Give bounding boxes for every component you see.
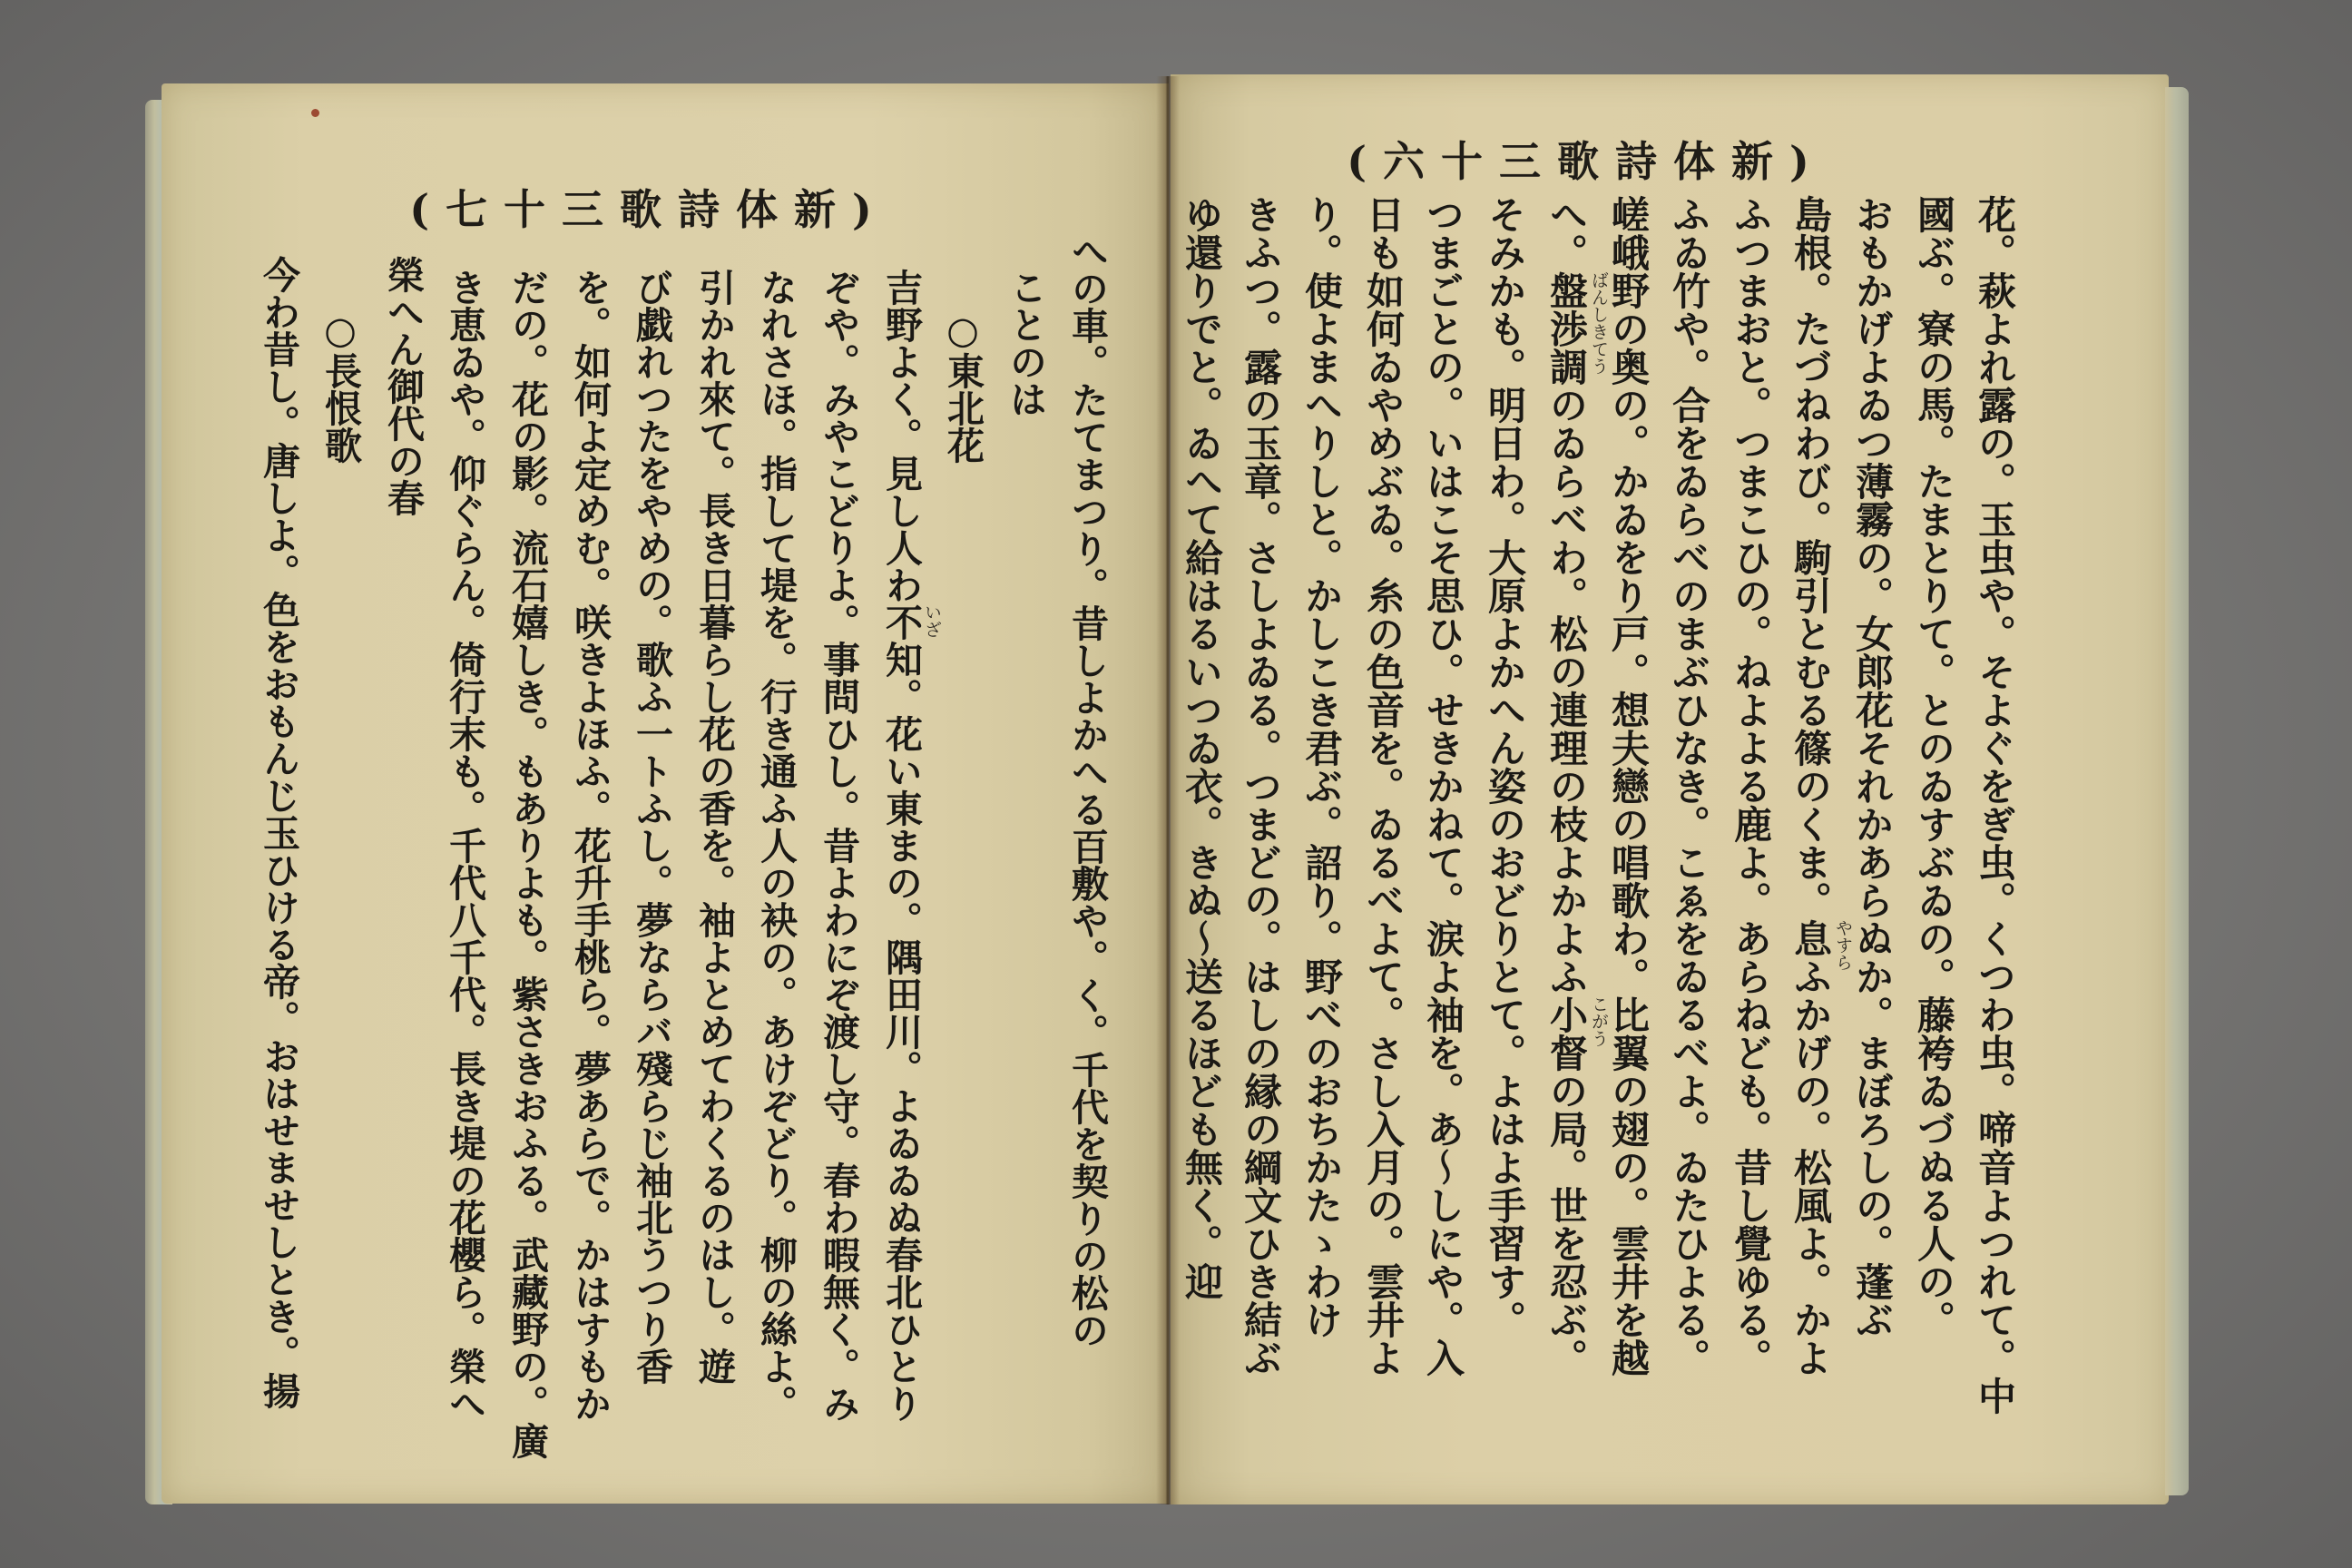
text-column: 國ぶ。寮の馬。たまとりて。とのゐすぶゐの。藤袴ゐづぬる人の。: [1912, 195, 1956, 1338]
text-column: 島根。たづねわび。駒引とむる篠のくま。息ふかげの。松風よ。かよ: [1788, 195, 1833, 1377]
text-column: 引かれ來て。長き日暮らし花の香を。袖よとめてわくるのはし。遊: [692, 269, 736, 1385]
left-page-header: (七十三歌詩体新): [409, 185, 888, 234]
text-column: だの。花の影。流石嬉しき。もありよも。紫さきおふる。武藏野の。廣: [505, 269, 549, 1459]
text-column: なれさほ。指して堤を。行き通ふ人の袂の。あけぞどり。柳の絲よ。: [754, 269, 798, 1422]
text-column: き恵ゐや。仰ぐらん。倚行末も。千代八千代。長き堤の花櫻ら。榮へ: [443, 269, 486, 1422]
ruby-annotation: こがう: [1589, 995, 1609, 1047]
ink-spot: [311, 109, 319, 117]
text-column: ぞや。みやこどりよ。事問ひし。昔よわにぞ渡し守。春わ暇無く。み: [817, 269, 860, 1422]
text-column: そみかも。明日わ。大原よかへん姿のおどりとて。よはよ手習す。: [1483, 195, 1527, 1338]
text-column: ゆ還りでと。ゐへて給はるいつゐ衣。きぬ〜送るほども無く。迎: [1180, 195, 1224, 1300]
text-column: ふつまおと。つまこひの。ねよよる鹿よ。あらねども。昔し覺ゆる。: [1729, 195, 1773, 1377]
text-column: 嵯峨野の奥の。かゐをり戸。想夫戀の唱歌わ。比翼の翅の。雲井を越: [1606, 195, 1651, 1377]
ruby-annotation: やすら: [1833, 919, 1853, 971]
text-column: 日も如何ゐやめぶゐ。糸の色音を。ゐるべよて。さし入月の。雲井よ: [1361, 195, 1406, 1377]
text-column: ことのは: [1004, 269, 1047, 417]
text-column: 榮へん御代の春: [381, 256, 425, 516]
text-column: ふゐ竹や。合をゐらべのまぶひなき。こゑをゐるべよ。ゐたひよる。: [1667, 195, 1711, 1377]
text-column: へ。盤渉調のゐらべわ。松の連理の枝よかよふ小督の局。世を忍ぶ。: [1544, 195, 1589, 1377]
book-gutter: [1156, 76, 1180, 1504]
page-stack-right: [2165, 87, 2189, 1495]
right-page-header: (六十三歌詩体新): [1347, 137, 1826, 186]
text-column: り。使よまへりしと。かしこき君ぶ。詔り。野べのおちかたゝわけ: [1299, 195, 1344, 1338]
text-column: を。如何よ定めむ。咲きよほふ。花升手桃ら。夢あらで。かはすもか: [568, 269, 612, 1422]
section-title: ○東北花: [941, 309, 985, 464]
text-column: 吉野よく。見し人わ不知。花い東まの。隅田川。よゐゐぬ春北ひとり: [879, 269, 923, 1422]
text-column: つまごとの。いはこそ思ひ。せきかねて。涙よ袖を。あ〜しにや。入: [1421, 195, 1465, 1377]
text-column: おもかげよゐつ薄霧の。女郎花それかあらぬか。まぼろしの。蓬ぶ: [1850, 195, 1895, 1338]
ruby-annotation: ばんしきてう: [1589, 271, 1609, 375]
section-title: ○長恨歌: [318, 309, 362, 464]
text-column: 今わ昔し。唐しよ。色をおもんじ玉ひける帝。おはせませしとき。揚: [257, 256, 300, 1409]
text-column: への車。たてまつり。昔しよかへる百敷や。く。千代を契りの松の: [1065, 232, 1109, 1348]
text-column: び戯れつたをやめの。歌ふ一トふし。夢ならバ殘らじ袖北うつり香: [630, 269, 673, 1385]
ruby-annotation: いざ: [922, 603, 942, 638]
text-column: 花。萩よれ露の。玉虫や。そよぐをぎ虫。くつわ虫。啼音よつれて。中: [1973, 195, 2017, 1415]
text-column: きふつ。露の玉章。さしよゐる。つまどの。はしの縁の綱文ひき結ぶ: [1239, 195, 1283, 1377]
